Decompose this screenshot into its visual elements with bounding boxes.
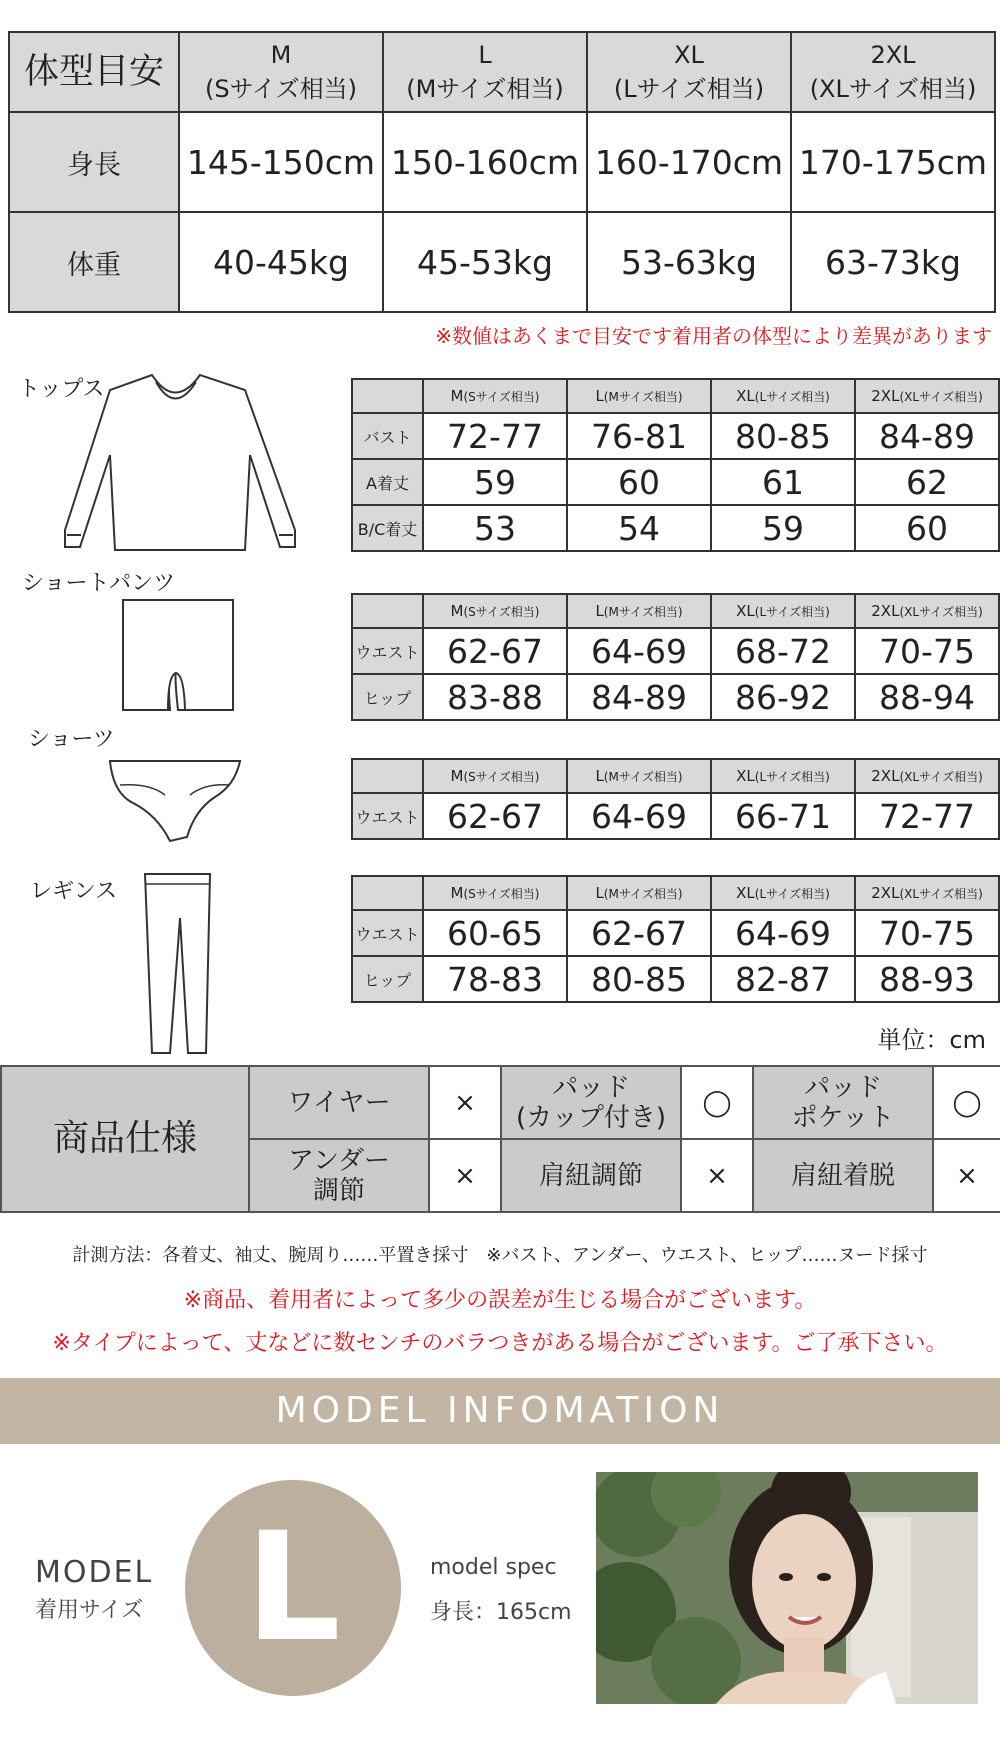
size-equiv: (Sサイズ相当): [463, 605, 540, 619]
cell: 145-150cm: [179, 112, 383, 212]
size-name: XL: [736, 602, 755, 620]
strap-adjust-mark: ×: [681, 1139, 753, 1212]
leggings-illustration: [140, 868, 220, 1060]
cell: 84-89: [567, 674, 711, 720]
cell: 62-67: [567, 910, 711, 956]
cell: 76-81: [567, 413, 711, 459]
cell: 150-160cm: [383, 112, 587, 212]
size-name: L: [595, 884, 604, 902]
pocket-line1: パッド: [803, 1072, 882, 1103]
corner-cell: [352, 594, 423, 628]
table-row: [352, 505, 999, 551]
cell: 82-87: [711, 956, 855, 1002]
red-note-2: ※タイプによって、丈などに数センチのバラつきがある場合がございます。ご了承下さい。: [52, 1331, 948, 1356]
size-equiv: (XLサイズ相当): [899, 770, 983, 784]
size-name: L: [595, 387, 604, 405]
tops-size-table: [351, 378, 1000, 552]
size-equiv: (Sサイズ相当): [463, 390, 540, 404]
table-row: [352, 956, 999, 1002]
size-equiv: (Mサイズ相当): [603, 390, 683, 404]
tops-illustration: [55, 370, 300, 555]
size-equiv: (Mサイズ相当): [406, 75, 564, 103]
size-equiv: (Mサイズ相当): [603, 887, 683, 901]
row-label: ヒップ: [352, 956, 423, 1002]
corner-cell: [352, 759, 423, 793]
row-label: ウエスト: [352, 910, 423, 956]
size-equiv: (Lサイズ相当): [754, 887, 830, 901]
pad-line1: パッド: [551, 1072, 630, 1103]
row-label: B/C着丈: [352, 505, 423, 551]
size-header-cell: [567, 594, 711, 628]
leggings-label: レギンス: [30, 879, 118, 904]
cell: 83-88: [423, 674, 567, 720]
panties-size-table: [351, 758, 1000, 840]
size-equiv: (Lサイズ相当): [754, 390, 830, 404]
cell: 60: [855, 505, 999, 551]
cell: 70-75: [855, 628, 999, 674]
size-name: M: [450, 602, 464, 620]
shorts-label: ショートパンツ: [22, 571, 176, 596]
under-label: [249, 1139, 429, 1212]
size-equiv: (Sサイズ相当): [463, 887, 540, 901]
size-equiv: (Sサイズ相当): [463, 770, 540, 784]
size-header-cell: [567, 379, 711, 413]
model-size-label: 着用サイズ: [35, 1598, 144, 1623]
shorts-illustration: [118, 595, 238, 715]
size-header-cell: [711, 379, 855, 413]
size-name: XL: [736, 884, 755, 902]
height-row: [9, 112, 995, 212]
unit-label: 単位：cm: [877, 1026, 986, 1054]
cell: 62-67: [423, 793, 567, 839]
leggings-size-table: [351, 875, 1000, 1003]
pad-label: [501, 1066, 681, 1139]
pocket-line2: ポケット: [791, 1102, 895, 1133]
size-header-row: [352, 594, 999, 628]
size-header-cell: [567, 876, 711, 910]
model-spec-title: model spec: [430, 1555, 557, 1580]
panties-label: ショーツ: [28, 727, 115, 752]
cell: 72-77: [855, 793, 999, 839]
table-row: [352, 910, 999, 956]
cell: 62: [855, 459, 999, 505]
cell: 64-69: [711, 910, 855, 956]
red-note-1: ※商品、着用者によって多少の誤差が生じる場合がございます。: [183, 1288, 817, 1313]
under-line1: アンダー: [288, 1145, 390, 1176]
shorts-size-table: [351, 593, 1000, 721]
size-equiv: (Lサイズ相当): [613, 75, 765, 103]
spec-row: [1, 1066, 1000, 1139]
body-type-col-2xl: [791, 32, 995, 112]
cell: 64-69: [567, 793, 711, 839]
panties-illustration: [105, 755, 245, 845]
size-equiv: (Mサイズ相当): [603, 770, 683, 784]
size-header-cell: [711, 876, 855, 910]
size-header-cell: [423, 759, 567, 793]
under-line2: 調節: [312, 1175, 365, 1206]
body-type-col-m: [179, 32, 383, 112]
size-name: 2XL: [871, 884, 900, 902]
size-name: L: [595, 767, 604, 785]
cell: 63-73kg: [791, 212, 995, 312]
table-row: [352, 413, 999, 459]
size-equiv: (XLサイズ相当): [899, 887, 983, 901]
pad-line2: (カップ付き): [515, 1102, 667, 1133]
body-type-col-l: [383, 32, 587, 112]
size-header-cell: [711, 594, 855, 628]
under-mark: ×: [429, 1139, 501, 1212]
size-name: M: [450, 387, 464, 405]
cell: 160-170cm: [587, 112, 791, 212]
cell: 66-71: [711, 793, 855, 839]
size-equiv: (Sサイズ相当): [204, 75, 358, 103]
table-row: [352, 628, 999, 674]
model-height: 身長：165cm: [430, 1600, 572, 1625]
cell: 78-83: [423, 956, 567, 1002]
size-equiv: (Lサイズ相当): [754, 605, 830, 619]
size-header-row: [352, 379, 999, 413]
cell: 59: [711, 505, 855, 551]
strap-adjust-label: 肩紐調節: [501, 1139, 681, 1212]
spec-title: 商品仕様: [1, 1066, 249, 1212]
size-header-cell: [711, 759, 855, 793]
cell: 60: [567, 459, 711, 505]
cell: 60-65: [423, 910, 567, 956]
cell: 54: [567, 505, 711, 551]
cell: 80-85: [567, 956, 711, 1002]
size-header-cell: [855, 594, 999, 628]
size-header-cell: [423, 379, 567, 413]
size-equiv: (XLサイズ相当): [809, 75, 977, 103]
size-name: XL: [674, 41, 704, 69]
cell: 72-77: [423, 413, 567, 459]
cell: 88-93: [855, 956, 999, 1002]
tops-label: トップス: [18, 377, 105, 402]
size-equiv: (Lサイズ相当): [754, 770, 830, 784]
size-equiv: (XLサイズ相当): [899, 390, 983, 404]
size-name: L: [595, 602, 604, 620]
pocket-mark: ◯: [933, 1066, 1000, 1139]
size-name: M: [450, 767, 464, 785]
model-info-banner: MODEL INFOMATION: [0, 1378, 1000, 1444]
cell: 86-92: [711, 674, 855, 720]
size-name: 2XL: [870, 41, 916, 69]
row-label: ウエスト: [352, 628, 423, 674]
pad-mark: ◯: [681, 1066, 753, 1139]
row-label: バスト: [352, 413, 423, 459]
size-name: XL: [736, 767, 755, 785]
size-header-cell: [423, 594, 567, 628]
row-label: 体重: [9, 212, 179, 312]
cell: 68-72: [711, 628, 855, 674]
weight-row: [9, 212, 995, 312]
table-row: [352, 674, 999, 720]
body-type-note: ※数値はあくまで目安です着用者の体型により差異があります: [435, 324, 992, 348]
size-equiv: (XLサイズ相当): [899, 605, 983, 619]
cell: 53-63kg: [587, 212, 791, 312]
corner-cell: [352, 876, 423, 910]
body-type-table: [8, 31, 996, 313]
cell: 62-67: [423, 628, 567, 674]
cell: 64-69: [567, 628, 711, 674]
size-header-row: [352, 876, 999, 910]
cell: 88-94: [855, 674, 999, 720]
cell: 70-75: [855, 910, 999, 956]
measure-note: 計測方法：各着丈、袖丈、腕周り……平置き採寸 ※バスト、アンダー、ウエスト、ヒップ……ヌード採寸: [72, 1245, 928, 1266]
size-equiv: (Mサイズ相当): [603, 605, 683, 619]
cell: 59: [423, 459, 567, 505]
model-size-circle: L: [185, 1480, 401, 1696]
size-header-cell: [855, 876, 999, 910]
size-header-row: [352, 759, 999, 793]
table-row: [352, 459, 999, 505]
row-label: ウエスト: [352, 793, 423, 839]
size-header-cell: [567, 759, 711, 793]
size-name: L: [478, 41, 492, 69]
cell: 45-53kg: [383, 212, 587, 312]
cell: 84-89: [855, 413, 999, 459]
product-spec-table: [0, 1065, 1000, 1213]
model-label: MODEL: [35, 1555, 154, 1590]
model-photo: [596, 1472, 978, 1704]
cell: 61: [711, 459, 855, 505]
cell: 170-175cm: [791, 112, 995, 212]
size-header-cell: [855, 759, 999, 793]
strap-remove-mark: ×: [933, 1139, 1000, 1212]
cell: 53: [423, 505, 567, 551]
body-type-title: 体型目安: [9, 32, 179, 112]
wire-label: ワイヤー: [249, 1066, 429, 1139]
cell: 80-85: [711, 413, 855, 459]
strap-remove-label: 肩紐着脱: [753, 1139, 933, 1212]
size-name: M: [450, 884, 464, 902]
row-label: 身長: [9, 112, 179, 212]
row-label: A着丈: [352, 459, 423, 505]
wire-mark: ×: [429, 1066, 501, 1139]
size-header-cell: [423, 876, 567, 910]
corner-cell: [352, 379, 423, 413]
table-row: [352, 793, 999, 839]
body-type-col-xl: [587, 32, 791, 112]
size-header-cell: [855, 379, 999, 413]
body-type-header-row: [9, 32, 995, 112]
size-name: 2XL: [871, 602, 900, 620]
pocket-label: [753, 1066, 933, 1139]
size-name: XL: [736, 387, 755, 405]
size-name: M: [270, 41, 292, 69]
size-name: 2XL: [871, 387, 900, 405]
size-name: 2XL: [871, 767, 900, 785]
cell: 40-45kg: [179, 212, 383, 312]
row-label: ヒップ: [352, 674, 423, 720]
